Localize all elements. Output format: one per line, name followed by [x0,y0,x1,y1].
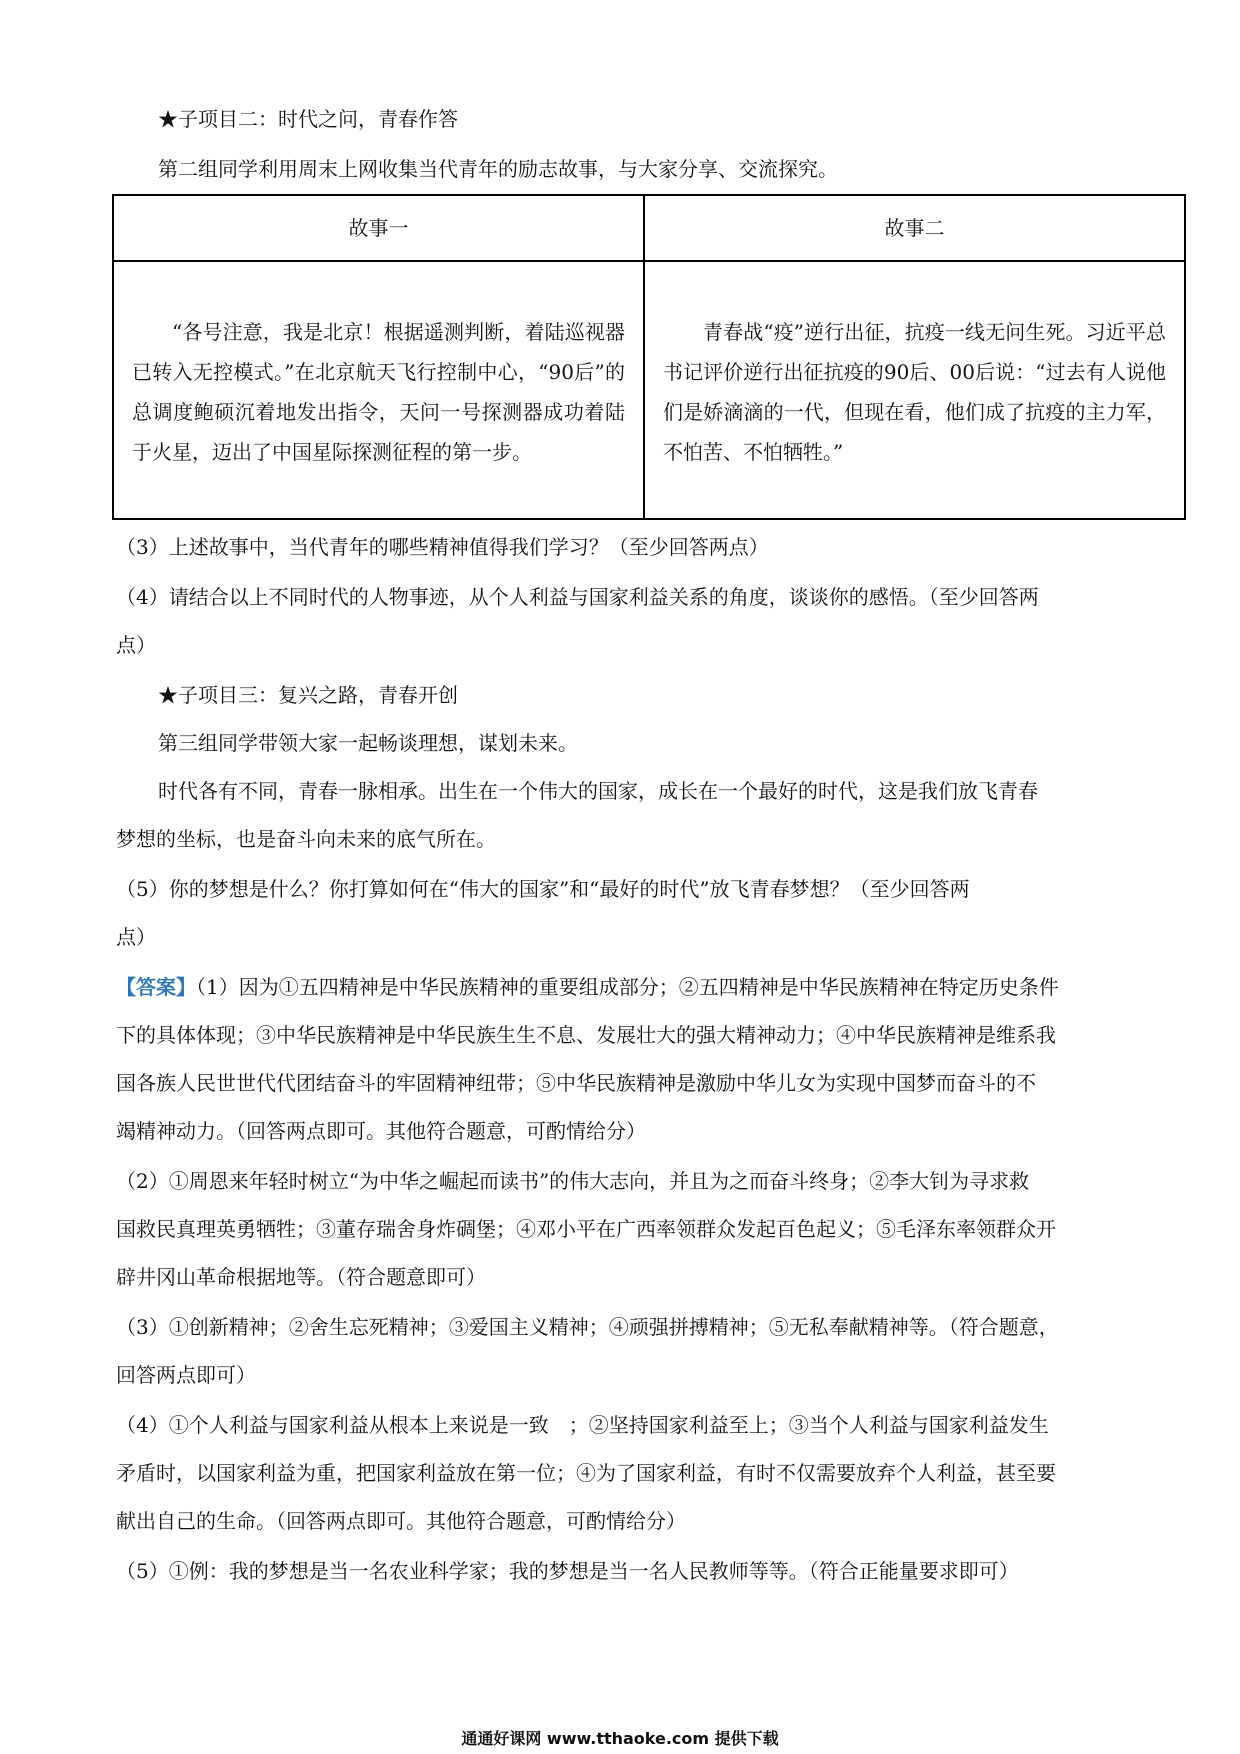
answer-4-line-3: 献出自己的生命。（回答两点即可。其他符合题意，可酌情给分） [116,1509,686,1533]
question-4-line-1: （4）请结合以上不同时代的人物事迹，从个人利益与国家利益关系的角度，谈谈你的感悟。（至少回答两 [116,585,1039,609]
answer-3-line-1: （3）①创新精神；②舍生忘死精神；③爱国主义精神；④顽强拼搏精神；⑤无私奉献精神等。（符合题意， [116,1315,1059,1339]
answer-3-line-2: 回答两点即可） [116,1363,256,1387]
answer-1-line-2: 下的具体体现；③中华民族精神是中华民族生生不息、发展壮大的强大精神动力；④中华民族精神是维系我 [116,1023,1056,1047]
story-one-text: “各号注意，我是北京！根据遥测判断，着陆巡视器已转入无控模式。”在北京航天飞行控制中心，“90后”的总调度鲍硕沉着地发出指令，天问一号探测器成功着陆于火星，迈出了中国星际探测征程的第一步。 [132,320,625,464]
question-4-line-2: 点） [116,633,156,657]
story-two-text: 青春战“疫”逆行出征，抗疫一线无问生死。习近平总书记评价逆行出征抗疫的90后、00后说：“过去有人说他们是娇滴滴的一代，但现在看，他们成了抗疫的主力军，不怕苦、不怕牺牲。” [663,320,1166,464]
answer-2-line-3: 辟井冈山革命根据地等。（符合题意即可） [116,1265,486,1289]
question-5-line-2: 点） [116,925,156,949]
answer-2-line-1: （2）①周恩来年轻时树立“为中华之崛起而读书”的伟大志向，并且为之而奋斗终身；②李大钊为寻求救 [116,1169,1030,1193]
footer-watermark: 通通好课网 www.tthaoke.com 提供下载 [461,1729,779,1748]
story-two-cell [644,261,1185,519]
story-one-cell [113,261,644,519]
question-5-line-1: （5）你的梦想是什么？你打算如何在“伟大的国家”和“最好的时代”放飞青春梦想？（至少回答两 [116,877,970,901]
answer-4-line-1: （4）①个人利益与国家利益从根本上来说是一致 ；②坚持国家利益至上；③当个人利益与国家利益发生 [116,1413,1049,1437]
question-3: （3）上述故事中，当代青年的哪些精神值得我们学习？（至少回答两点） [116,535,769,559]
answer-1-text: （1）因为①五四精神是中华民族精神的重要组成部分；②五四精神是中华民族精神在特定历史条件 [196,975,1059,999]
answer-1-line-1 [116,974,1059,1000]
story-one-header: 故事一 [113,195,644,261]
answer-2-line-2: 国救民真理英勇牺牲；③董存瑞舍身炸碉堡；④邓小平在广西率领群众发起百色起义；⑤毛泽东率领群众开 [116,1217,1056,1241]
subproject-three-para-line-1: 时代各有不同，青春一脉相承。出生在一个伟大的国家，成长在一个最好的时代，这是我们放飞青春 [158,779,1038,803]
subproject-three-intro: 第三组同学带领大家一起畅谈理想，谋划未来。 [158,731,578,755]
subproject-three-title: ★子项目三：复兴之路，青春开创 [158,683,458,707]
subproject-three-para-line-2: 梦想的坐标，也是奋斗向未来的底气所在。 [116,827,496,851]
story-two-header: 故事二 [644,195,1185,261]
answer-4-line-2: 矛盾时，以国家利益为重，把国家利益放在第一位；④为了国家利益，有时不仅需要放弃个人利益，甚至要 [116,1461,1056,1485]
subproject-two-intro: 第二组同学利用周末上网收集当代青年的励志故事，与大家分享、交流探究。 [158,157,838,181]
stories-table [112,194,1186,520]
answer-1-line-3: 国各族人民世世代代团结奋斗的牢固精神纽带；⑤中华民族精神是激励中华儿女为实现中国梦而奋斗的不 [116,1071,1036,1095]
answer-tag: 【答案】 [116,975,196,999]
subproject-two-title: ★子项目二：时代之问，青春作答 [158,107,458,131]
answer-1-line-4: 竭精神动力。（回答两点即可。其他符合题意，可酌情给分） [116,1119,646,1143]
answer-5-line-1: （5）①例：我的梦想是当一名农业科学家；我的梦想是当一名人民教师等等。（符合正能量要求即可） [116,1559,1019,1583]
